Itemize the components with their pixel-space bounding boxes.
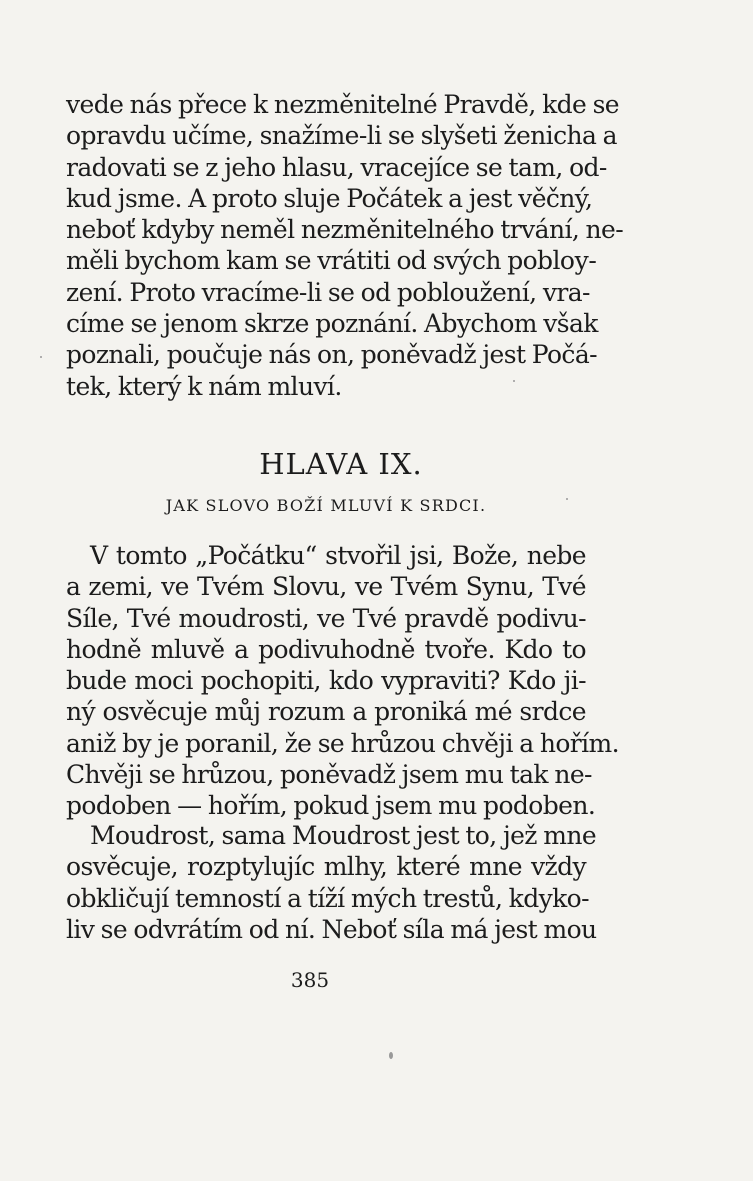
text-line: vede nás přece k nezměnitelné Pravdě, kde se [66, 90, 619, 119]
text-line: Moudrost, sama Moudrost jest to, jež mne [90, 821, 597, 850]
text-line: Chvěji se hrůzou, poněvadž jsem mu tak ne- [66, 760, 592, 790]
text-line: V tomto „Počátku“ stvořil jsi, Bože, nebe [90, 541, 586, 570]
text-line: měli bychom kam se vrátiti od svých pobloу- [66, 246, 597, 276]
text-line: kud jsme. A proto sluje Počátek a jest věčný, [66, 183, 593, 213]
text-line: radovati se z jeho hlasu, vracejíce se tam, od- [66, 152, 607, 182]
paragraph-3 [66, 820, 597, 945]
text-line: a zemi, ve Tvém Slovu, ve Tvém Synu, Tvé [66, 572, 586, 602]
text-line: Síle, Tvé moudrosti, ve Tvé pravdě podivu- [66, 603, 586, 633]
text-line: bude moci pochopiti, kdo vypraviti? Kdo ji- [66, 666, 586, 696]
text-line: osvěcuje, rozptylujíc mlhy, které mne vždy [66, 852, 586, 882]
text-line: ný osvěcuje můj rozum a proniká mé srdce [66, 697, 586, 727]
page-number: 385 [290, 968, 330, 992]
text-line: címe se jenom skrze poznání. Abychom však [66, 309, 598, 339]
text-line: hodně mluvě a podivuhodně tvoře. Kdo to [66, 634, 586, 664]
text-line: aniž by je poranil, že se hrůzou chvěji a hořím. [66, 728, 620, 758]
paragraph-2 [66, 540, 620, 822]
text-line: obkličují temností a tíží mých trestů, kdyko- [66, 883, 589, 913]
paragraph-1 [66, 89, 624, 402]
text-line: zení. Proto vracíme-li se od pobloužení, vra- [66, 277, 590, 307]
text-line: poznali, poučuje nás on, poněvadž jest Počá- [66, 340, 597, 370]
chapter-subtitle: JAK SLOVO BOŽÍ MLUVÍ K SRDCI. [165, 496, 487, 515]
chapter-title: HLAVA IX. [259, 447, 423, 481]
text-line: opravdu učíme, snažíme-li se slyšeti ženicha a [66, 121, 617, 151]
text-line: podoben — hořím, pokud jsem mu podoben. [66, 791, 596, 821]
text-line: tek, který k nám mluví. [66, 371, 342, 401]
text-line: liv se odvrátím od ní. Neboť síla má jest mou [66, 914, 597, 944]
text-line: neboť kdyby neměl nezměnitelného trvání, ne- [66, 215, 624, 245]
